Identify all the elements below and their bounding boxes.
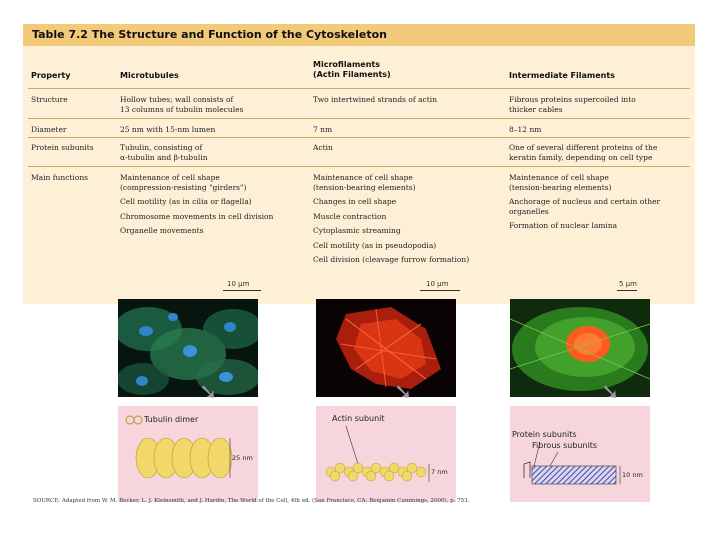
function-item: organelles bbox=[509, 206, 549, 216]
subunits-intermediate-line1: One of several different proteins of the bbox=[509, 143, 658, 152]
scale-label-actin: 10 µm bbox=[426, 280, 449, 288]
subunits-intermediate bbox=[509, 143, 657, 162]
function-item: Maintenance of cell shape bbox=[509, 173, 609, 182]
function-item: Cytoplasmic streaming bbox=[313, 226, 401, 235]
tubulin-dimer-label: Tubulin dimer bbox=[144, 415, 199, 424]
function-item: Formation of nuclear lamina bbox=[509, 221, 618, 230]
table-title: Table 7.2 The Structure and Function of the Cytoskeleton bbox=[23, 24, 695, 46]
structure-microtubules-line1: Hollow tubes; wall consists of bbox=[120, 95, 234, 104]
function-item: Maintenance of cell shape bbox=[120, 173, 220, 182]
header-property: Property bbox=[31, 71, 71, 80]
subunits-intermediate-line2: keratin family, depending on cell type bbox=[509, 152, 653, 162]
intermediate-filaments-micrograph bbox=[510, 299, 650, 397]
scale-bar bbox=[617, 290, 637, 291]
header-intermediate-filaments: Intermediate Filaments bbox=[509, 71, 615, 80]
structure-actin: Two intertwined strands of actin bbox=[313, 95, 437, 104]
cytoskeleton-table-figure bbox=[23, 24, 695, 514]
source-citation: SOURCE: Adapted from W. M. Becker, L. J. Kleinsmith, and J. Hardin, The World of the Cell, 4th ed. (San Francisco, CA: Benjamin Cummings, 2000), p. 753. bbox=[33, 498, 470, 504]
tubulin-diagram bbox=[118, 406, 258, 502]
scale-bar bbox=[223, 290, 261, 291]
function-item: Cell motility (as in cilia or flagella) bbox=[120, 197, 252, 206]
header-microfilaments bbox=[313, 60, 391, 80]
function-item: Changes in cell shape bbox=[313, 197, 397, 206]
row-label-structure: Structure bbox=[31, 95, 68, 104]
function-item: Cell division (cleavage furrow formation) bbox=[313, 255, 470, 264]
subunits-microtubules-line1: Tubulin, consisting of bbox=[120, 143, 203, 152]
scale-label-intermediate: 5 µm bbox=[619, 280, 637, 288]
function-item: Muscle contraction bbox=[313, 211, 387, 221]
function-item: (compression-resisting "girders") bbox=[120, 182, 247, 192]
actin-micrograph bbox=[316, 299, 456, 397]
scale-bar bbox=[420, 290, 460, 291]
subunits-microtubules-line2: α-tubulin and β-tubulin bbox=[120, 152, 208, 162]
subunits-actin: Actin bbox=[313, 143, 333, 152]
actin-size-label: 7 nm bbox=[431, 468, 448, 476]
diameter-microtubules: 25 nm with 15-nm lumen bbox=[120, 125, 216, 134]
protein-subunits-label: Protein subunits bbox=[512, 430, 577, 439]
curved-arrow-icon: ➘ bbox=[394, 380, 413, 405]
function-item: Organelle movements bbox=[120, 226, 204, 235]
subunits-microtubules bbox=[120, 143, 208, 162]
actin-diagram bbox=[316, 406, 456, 502]
fibrous-subunits-label: Fibrous subunits bbox=[532, 441, 598, 450]
curved-arrow-icon: ➘ bbox=[601, 380, 620, 405]
structure-intermediate-line1: Fibrous proteins supercoiled into bbox=[509, 95, 636, 104]
tubulin-size-label: 25 nm bbox=[232, 454, 253, 462]
functions-intermediate bbox=[509, 173, 660, 231]
function-item: Anchorage of nucleus and certain other bbox=[509, 197, 661, 206]
row-divider bbox=[28, 166, 690, 167]
structure-microtubules bbox=[120, 95, 243, 114]
header-microtubules: Microtubules bbox=[120, 71, 179, 80]
header-divider bbox=[28, 88, 690, 89]
actin-subunit-label: Actin subunit bbox=[332, 414, 385, 423]
functions-actin bbox=[313, 173, 469, 265]
scale-label-microtubules: 10 µm bbox=[227, 280, 250, 288]
microtubules-micrograph bbox=[118, 299, 258, 397]
row-divider bbox=[28, 118, 690, 119]
structure-intermediate bbox=[509, 95, 636, 114]
row-label-main-functions: Main functions bbox=[31, 173, 89, 182]
function-item: (tension-bearing elements) bbox=[313, 182, 416, 192]
curved-arrow-icon: ➘ bbox=[199, 380, 218, 405]
diameter-actin: 7 nm bbox=[313, 125, 333, 134]
row-divider bbox=[28, 137, 690, 138]
function-item: Chromosome movements in cell division bbox=[120, 211, 274, 221]
diameter-intermediate: 8–12 nm bbox=[509, 125, 542, 134]
structure-intermediate-line2: thicker cables bbox=[509, 104, 563, 114]
function-item: Maintenance of cell shape bbox=[313, 173, 413, 182]
intermediate-size-label: 10 nm bbox=[622, 471, 643, 479]
header-microfilaments-line1: Microfilaments bbox=[313, 60, 380, 69]
structure-microtubules-line2: 13 columns of tubulin molecules bbox=[120, 104, 244, 114]
intermediate-filament-diagram bbox=[510, 406, 650, 502]
function-item: Cell motility (as in pseudopodia) bbox=[313, 240, 437, 250]
header-microfilaments-line2: (Actin Filaments) bbox=[313, 70, 391, 79]
function-item: (tension-bearing elements) bbox=[509, 182, 612, 192]
row-label-diameter: Diameter bbox=[31, 125, 67, 134]
functions-microtubules bbox=[120, 173, 273, 236]
row-label-protein-subunits: Protein subunits bbox=[31, 143, 94, 152]
table-body bbox=[23, 46, 695, 304]
